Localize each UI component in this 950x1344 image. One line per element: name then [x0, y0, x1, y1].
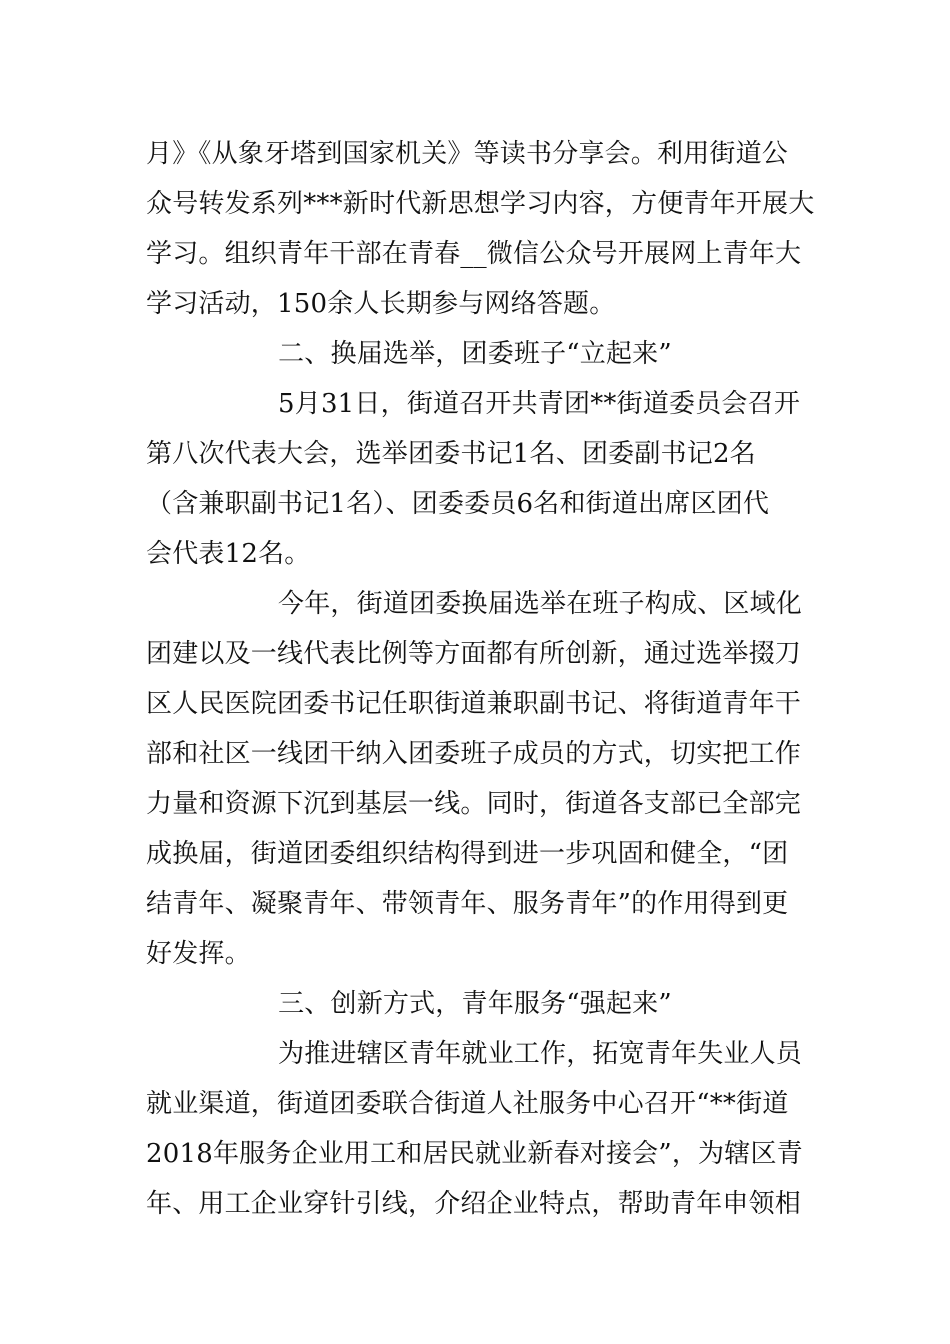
- body-text-line: 区人民医院团委书记任职街道兼职副书记、将街道青年干: [146, 689, 802, 719]
- paragraph-first-line: 为推进辖区青年就业工作，拓宽青年失业人员: [278, 1039, 803, 1069]
- body-text-line: 第八次代表大会，选举团委书记1名、团委副书记2名: [146, 439, 756, 469]
- body-text-line: 2018年服务企业用工和居民就业新春对接会”，为辖区青: [146, 1139, 803, 1169]
- body-text-line: 结青年、凝聚青年、带领青年、服务青年”的作用得到更: [146, 889, 789, 919]
- body-text-line: 成换届，街道团委组织结构得到进一步巩固和健全，“团: [146, 839, 789, 869]
- body-text-line: 月》《从象牙塔到国家机关》等读书分享会。利用街道公: [146, 139, 789, 169]
- section-heading: 三、创新方式，青年服务“强起来”: [278, 989, 672, 1019]
- body-text-line: 学习活动，150余人长期参与网络答题。: [146, 289, 616, 319]
- body-text-line: 力量和资源下沉到基层一线。同时，街道各支部已全部完: [146, 789, 802, 819]
- body-text-line: 团建以及一线代表比例等方面都有所创新，通过选举掇刀: [146, 639, 802, 669]
- paragraph-first-line: 今年，街道团委换届选举在班子构成、区域化: [278, 589, 803, 619]
- body-text-line: 会代表12名。: [146, 539, 311, 569]
- body-text-line: （含兼职副书记1名）、团委委员6名和街道出席区团代: [146, 489, 770, 519]
- paragraph-first-line: 5月31日，街道召开共青团**街道委员会召开: [278, 389, 801, 419]
- body-text-line: 众号转发系列***新时代新思想学习内容，方便青年开展大: [146, 189, 815, 219]
- body-text-line: 好发挥。: [146, 939, 251, 969]
- section-heading: 二、换届选举，团委班子“立起来”: [278, 339, 672, 369]
- body-text-line: 就业渠道，街道团委联合街道人社服务中心召开“**街道: [146, 1089, 789, 1119]
- body-text-line: 年、用工企业穿针引线，介绍企业特点，帮助青年申领相: [146, 1189, 802, 1219]
- body-text-line: 学习。组织青年干部在青春__微信公众号开展网上青年大: [146, 239, 802, 269]
- body-text-line: 部和社区一线团干纳入团委班子成员的方式，切实把工作: [146, 739, 802, 769]
